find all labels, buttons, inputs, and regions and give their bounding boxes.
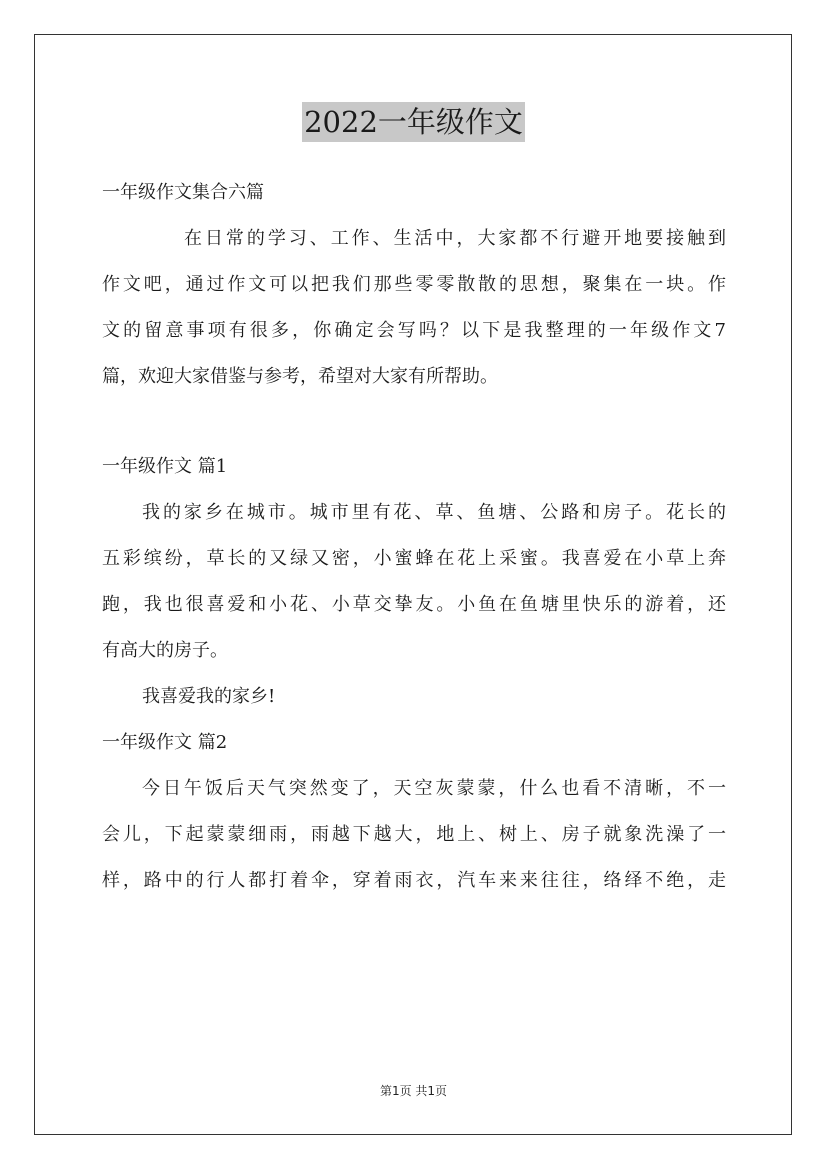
essay2-heading: 一年级作文 篇2 [102, 732, 228, 753]
essay1-heading: 一年级作文 篇1 [102, 456, 228, 477]
essay2-line: 今日午饭后天气突然变了，天空灰蒙蒙，什么也看不清晰，不一 [142, 778, 726, 799]
spacer [102, 400, 726, 444]
page-footer: 第1页 共1页 [379, 1084, 448, 1098]
intro-line: 篇，欢迎大家借鉴与参考，希望对大家有所帮助。 [102, 366, 498, 387]
essay1-closing: 我喜爱我的家乡! [142, 686, 276, 707]
essay2-line: 样，路中的行人都打着伞，穿着雨衣，汽车来来往往，络绎不绝，走 [102, 870, 726, 891]
essay1-line: 五彩缤纷，草长的又绿又密，小蜜蜂在花上采蜜。我喜爱在小草上奔 [102, 548, 726, 569]
document-subtitle: 一年级作文集合六篇 [102, 182, 264, 203]
document-body [102, 170, 726, 904]
essay1-line: 我的家乡在城市。城市里有花、草、鱼塘、公路和房子。花长的 [142, 502, 726, 523]
title-container [0, 102, 827, 142]
intro-line: 作文吧，通过作文可以把我们那些零零散散的思想，聚集在一块。作 [102, 274, 726, 295]
essay1-line: 有高大的房子。 [102, 640, 228, 661]
intro-line: 文的留意事项有很多，你确定会写吗？以下是我整理的一年级作文7 [102, 320, 726, 341]
essay1-line: 跑，我也很喜爱和小花、小草交挚友。小鱼在鱼塘里快乐的游着，还 [102, 594, 726, 615]
essay2-line: 会儿，下起蒙蒙细雨，雨越下越大，地上、树上、房子就象洗澡了一 [102, 824, 726, 845]
document-title: 2022一年级作文 [302, 102, 525, 142]
intro-line: 在日常的学习、工作、生活中，大家都不行避开地要接触到 [184, 228, 726, 249]
